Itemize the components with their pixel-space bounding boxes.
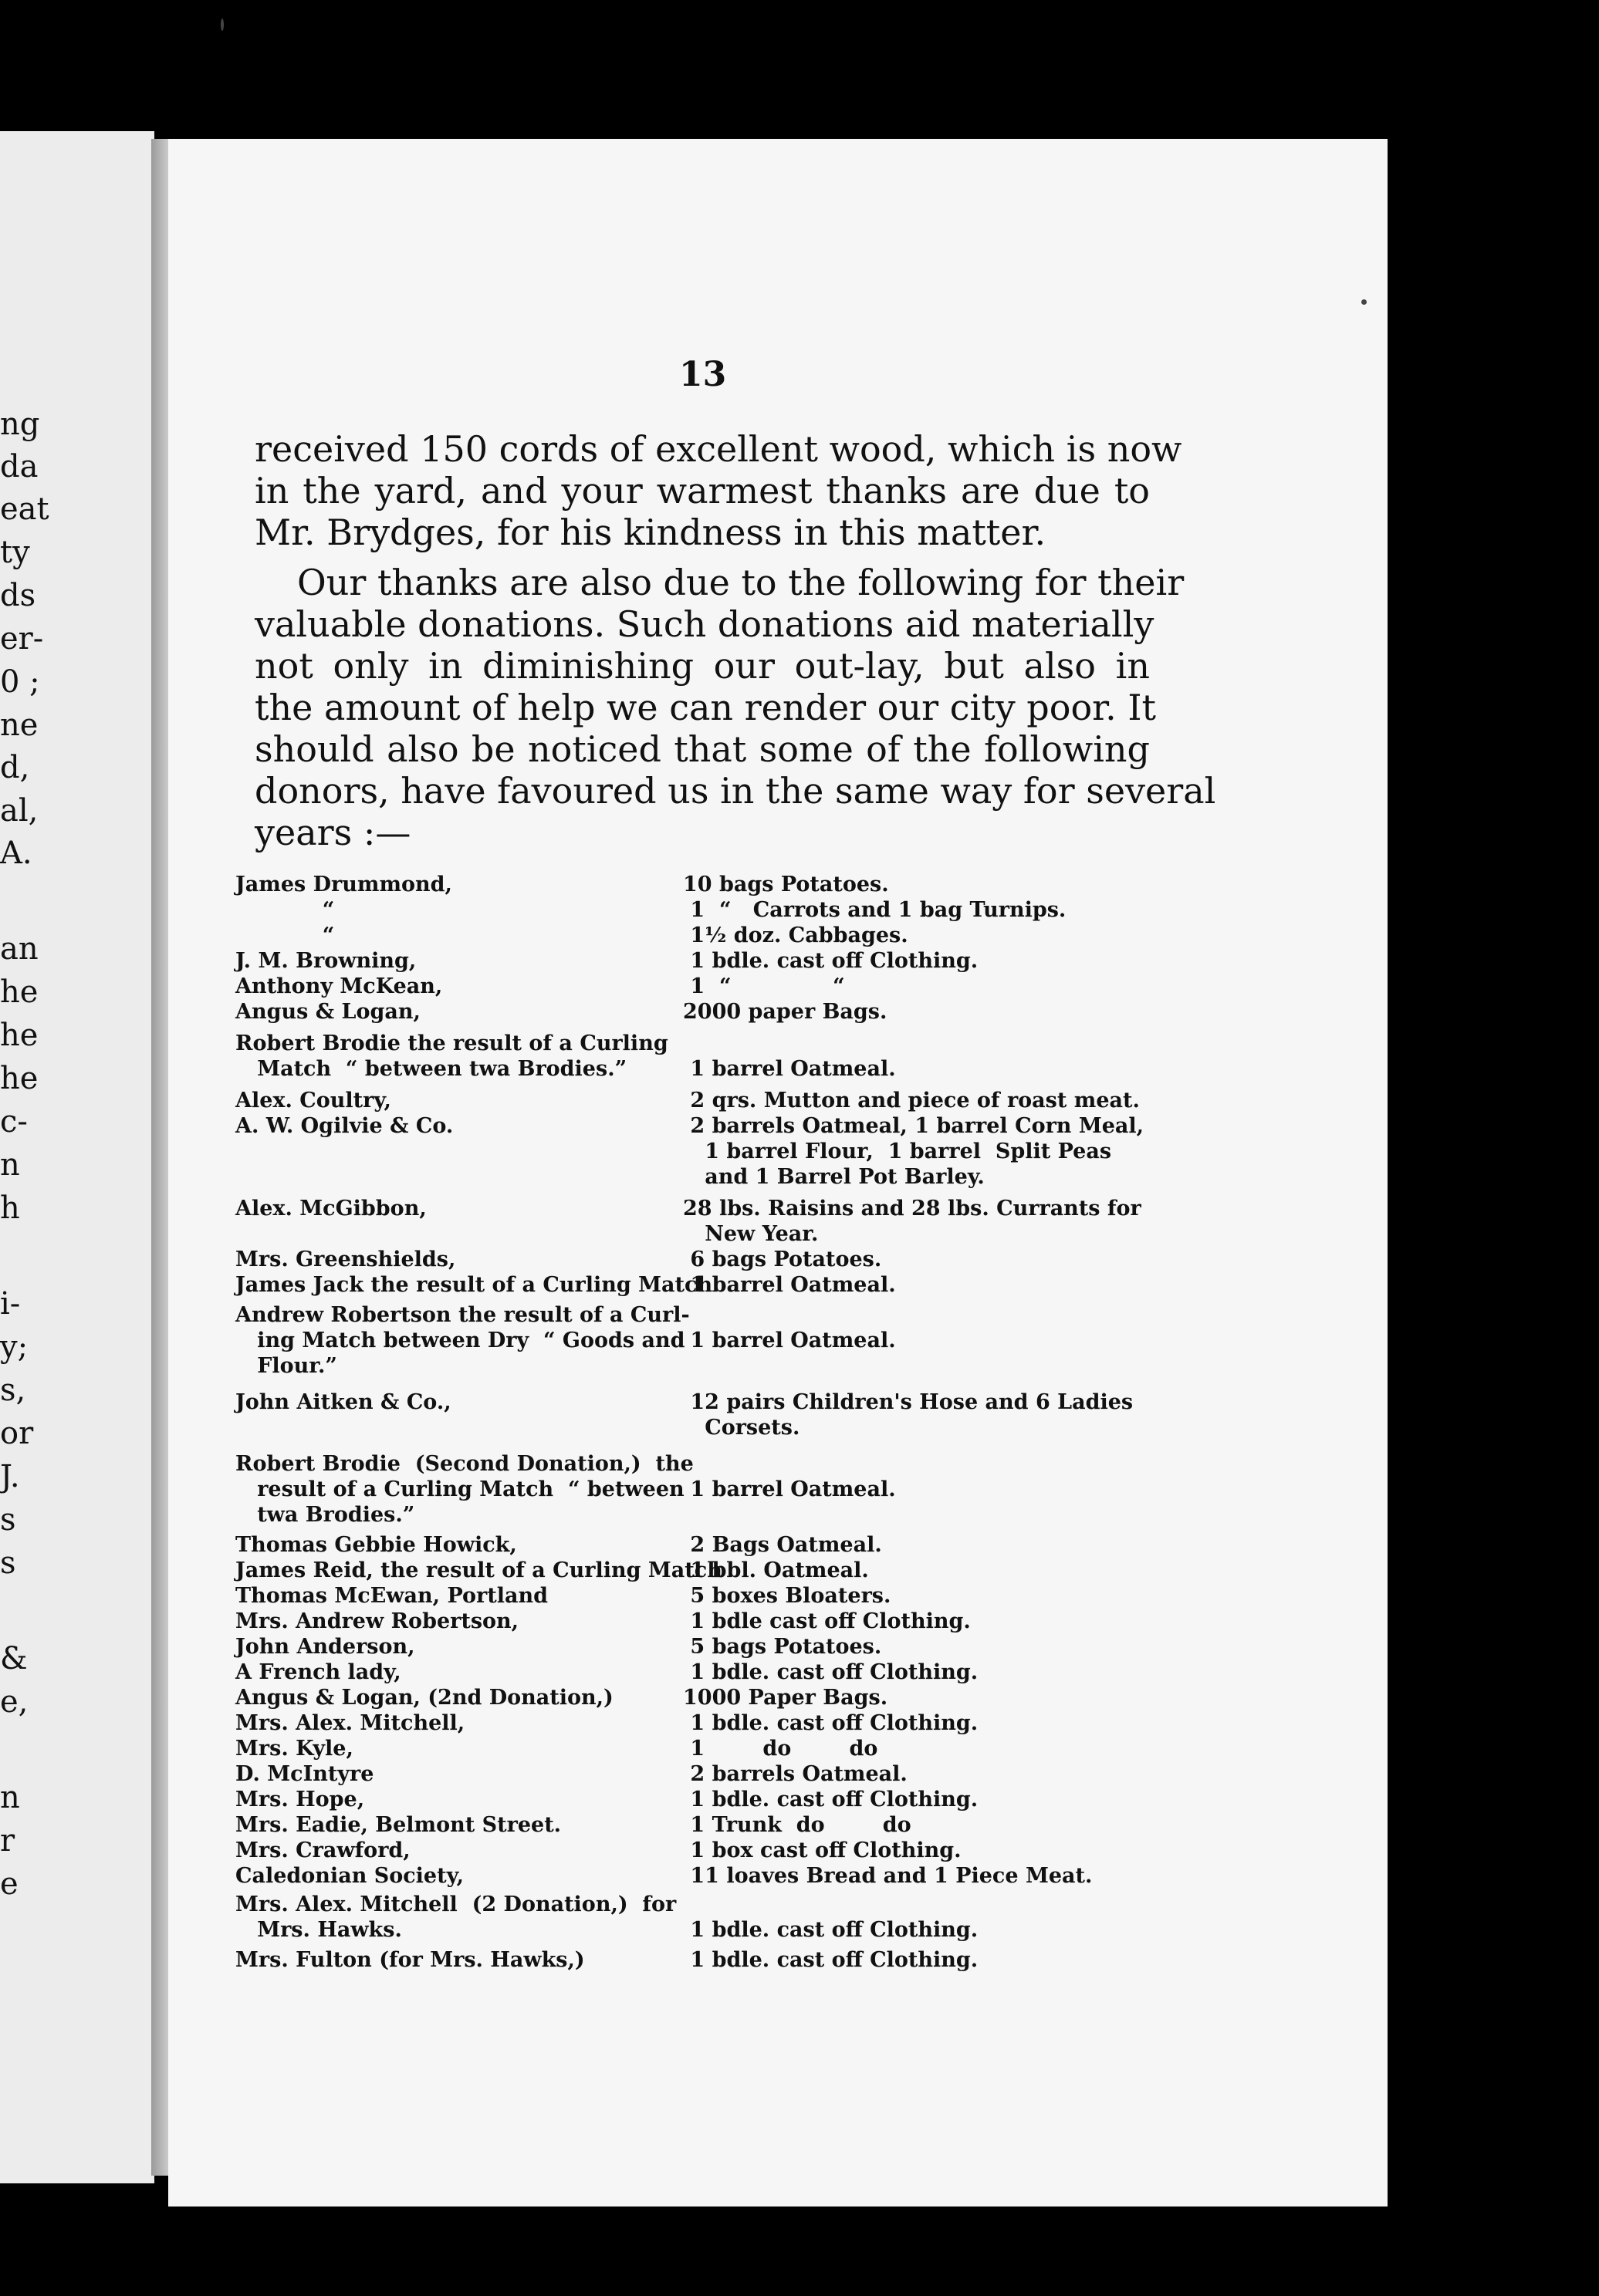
page-number: 13 xyxy=(679,355,727,394)
gift-line: 2000 paper Bags. xyxy=(683,1000,887,1024)
donation-item xyxy=(683,1812,1177,1838)
left-page-fragment: s xyxy=(0,1502,16,1538)
donor-name xyxy=(235,1863,698,1889)
gift-line xyxy=(683,1892,1177,1917)
donor-line: Mrs. Greenshields, xyxy=(235,1248,456,1271)
donation-item xyxy=(683,1736,1177,1761)
donor-line: John Anderson, xyxy=(235,1635,415,1659)
gift-line: 2 barrels Oatmeal. xyxy=(683,1762,908,1786)
donor-line: Alex. Coultry, xyxy=(235,1089,391,1113)
donor-name xyxy=(235,1838,698,1863)
donor-line: Caledonian Society, xyxy=(235,1864,465,1888)
donor-name xyxy=(235,1088,698,1113)
scan-speck xyxy=(1361,299,1367,305)
left-page-fragment: al, xyxy=(0,793,39,829)
donor-name xyxy=(235,1389,698,1415)
left-page-fragment: h xyxy=(0,1190,20,1226)
donation-item xyxy=(683,1113,1177,1190)
donor-line: ing Match between Dry “ Goods and xyxy=(235,1329,685,1352)
donor-line: Mrs. Fulton (for Mrs. Hawks,) xyxy=(235,1948,585,1972)
gift-line: Corsets. xyxy=(683,1416,800,1440)
donor-name xyxy=(235,974,698,999)
donor-line: Robert Brodie (Second Donation,) the xyxy=(235,1452,694,1476)
gift-line: 1 bdle. cast off Clothing. xyxy=(683,949,979,973)
donation-row xyxy=(235,1736,1161,1761)
left-page-fragment: he xyxy=(0,1061,39,1096)
gift-line: 1 bdle. cast off Clothing. xyxy=(683,1660,979,1684)
donor-name xyxy=(235,1736,698,1761)
gift-line: 1 bdle. cast off Clothing. xyxy=(683,1788,979,1811)
gift-line: 2 barrels Oatmeal, 1 barrel Corn Meal, xyxy=(683,1114,1144,1138)
donor-line: twa Brodies.” xyxy=(235,1503,415,1527)
donation-row xyxy=(235,1892,1161,1943)
donor-line: John Aitken & Co., xyxy=(235,1390,451,1414)
donor-name xyxy=(235,1302,698,1379)
donor-line: Flour.” xyxy=(235,1354,337,1378)
donor-line: J. M. Browning, xyxy=(235,949,417,973)
left-page-fragment: ng xyxy=(0,407,40,442)
left-page-fragment: & xyxy=(0,1641,28,1676)
donation-item xyxy=(683,1838,1177,1863)
donation-row xyxy=(235,1710,1161,1736)
donor-name xyxy=(235,1761,698,1787)
gift-line: 2 qrs. Mutton and piece of roast meat. xyxy=(683,1089,1140,1113)
scan-speck xyxy=(221,19,224,31)
text-line: donors, have favoured us in the same way for several xyxy=(255,770,1216,812)
donation-item xyxy=(683,1031,1177,1082)
donation-row xyxy=(235,974,1161,999)
gift-line: 1 bdle cast off Clothing. xyxy=(683,1609,971,1633)
gift-line: 1 do do xyxy=(683,1737,878,1761)
donor-line: Thomas Gebbie Howick, xyxy=(235,1533,517,1557)
left-page-fragment: A. xyxy=(0,836,32,871)
donation-item xyxy=(683,1558,1177,1583)
left-page-fragment: e, xyxy=(0,1684,29,1720)
donation-row xyxy=(235,1947,1161,1973)
text-line: should also be noticed that some of the following xyxy=(255,728,1150,770)
text-line: Mr. Brydges, for his kindness in this matter. xyxy=(255,512,1046,553)
left-page-fragment: d, xyxy=(0,750,30,785)
text-line: in the yard, and your warmest thanks are due to xyxy=(255,470,1150,512)
donation-item xyxy=(683,1389,1177,1440)
left-page-fragment: y; xyxy=(0,1329,29,1365)
donor-line: Mrs. Kyle, xyxy=(235,1737,353,1761)
text-line: Our thanks are also due to the following for their xyxy=(297,562,1185,603)
left-page-fragment: da xyxy=(0,449,39,485)
left-page-edge xyxy=(0,131,154,2183)
gift-line: 1 barrel Oatmeal. xyxy=(683,1057,896,1081)
gift-line: 12 pairs Children's Hose and 6 Ladies xyxy=(683,1390,1134,1414)
donor-line: Anthony McKean, xyxy=(235,974,443,998)
donation-row xyxy=(235,1660,1161,1685)
text-line: valuable donations. Such donations aid materially xyxy=(255,603,1154,645)
donor-line: Thomas McEwan, Portland xyxy=(235,1584,549,1608)
gift-line: 6 bags Potatoes. xyxy=(683,1248,882,1271)
donation-row xyxy=(235,1583,1161,1609)
gift-line: 1 barrel Oatmeal. xyxy=(683,1273,896,1297)
donation-row xyxy=(235,1031,1161,1082)
donation-item xyxy=(683,1947,1177,1973)
donation-row xyxy=(235,1113,1161,1190)
donor-name xyxy=(235,1532,698,1558)
donor-line: Mrs. Alex. Mitchell, xyxy=(235,1711,465,1735)
donor-name xyxy=(235,1892,698,1943)
donation-row xyxy=(235,999,1161,1025)
gift-line xyxy=(683,1502,1177,1528)
gift-line: 5 bags Potatoes. xyxy=(683,1635,882,1659)
donor-name xyxy=(235,999,698,1025)
donor-line: James Reid, the result of a Curling Match xyxy=(235,1558,722,1582)
paragraph-thanks xyxy=(255,562,1216,853)
donation-item xyxy=(683,1247,1177,1272)
left-page-fragment: n xyxy=(0,1780,20,1815)
gift-line: 1 “ Carrots and 1 bag Turnips. xyxy=(683,898,1067,922)
donor-name xyxy=(235,1451,698,1528)
donor-line: Mrs. Andrew Robertson, xyxy=(235,1609,519,1633)
donor-name xyxy=(235,1196,698,1221)
donation-item xyxy=(683,1088,1177,1113)
gift-line: 1 barrel Oatmeal. xyxy=(683,1329,896,1352)
donation-row xyxy=(235,1838,1161,1863)
donor-name xyxy=(235,897,698,923)
donation-item xyxy=(683,1787,1177,1812)
donation-row xyxy=(235,1247,1161,1272)
left-page-fragment: an xyxy=(0,931,39,967)
donation-item xyxy=(683,872,1177,897)
donor-name xyxy=(235,1113,698,1139)
donor-name xyxy=(235,872,698,897)
donation-row xyxy=(235,923,1161,948)
donation-row xyxy=(235,1451,1161,1528)
left-page-fragment: or xyxy=(0,1416,34,1451)
donation-row xyxy=(235,1863,1161,1889)
left-page-fragment: ne xyxy=(0,707,39,743)
gift-line: 28 lbs. Raisins and 28 lbs. Currants for xyxy=(683,1197,1141,1221)
donation-item xyxy=(683,974,1177,999)
paragraph-wood xyxy=(255,428,1182,553)
donation-item xyxy=(683,1302,1177,1379)
gift-line: 1 barrel Oatmeal. xyxy=(683,1477,896,1501)
donor-line: D. McIntyre xyxy=(235,1762,374,1786)
text-line: years :— xyxy=(255,812,411,853)
left-page-fragment: he xyxy=(0,1018,39,1053)
donation-row xyxy=(235,1812,1161,1838)
donation-item xyxy=(683,1609,1177,1634)
donor-line: result of a Curling Match “ between xyxy=(235,1477,685,1501)
left-page-fragment: i- xyxy=(0,1286,21,1322)
left-page-fragment: he xyxy=(0,974,39,1010)
gift-line xyxy=(683,1031,1177,1056)
donor-name xyxy=(235,1710,698,1736)
left-page-fragment: J. xyxy=(0,1459,20,1494)
donation-row xyxy=(235,1609,1161,1634)
left-page-fragment: c- xyxy=(0,1104,28,1140)
donation-row xyxy=(235,1787,1161,1812)
donor-line: Mrs. Crawford, xyxy=(235,1838,411,1862)
donation-item xyxy=(683,1583,1177,1609)
gift-line: and 1 Barrel Pot Barley. xyxy=(683,1165,985,1189)
donor-line: “ xyxy=(235,923,335,947)
donor-line: Robert Brodie the result of a Curling xyxy=(235,1032,668,1055)
donor-name xyxy=(235,1247,698,1272)
left-page-fragment: ty xyxy=(0,535,30,570)
donor-name xyxy=(235,1685,698,1710)
donations-list xyxy=(235,872,1161,1973)
gift-line: 1½ doz. Cabbages. xyxy=(683,923,908,947)
gift-line: 1 barrel Flour, 1 barrel Split Peas xyxy=(683,1140,1112,1163)
donation-row xyxy=(235,1685,1161,1710)
donor-name xyxy=(235,1558,722,1583)
gift-line: 1 bdle. cast off Clothing. xyxy=(683,1948,979,1972)
donation-row xyxy=(235,1532,1161,1558)
gift-line: New Year. xyxy=(683,1222,819,1246)
text-line: the amount of help we can render our city poor. It xyxy=(255,687,1156,728)
gift-line: 1 bdle. cast off Clothing. xyxy=(683,1918,979,1942)
donation-row xyxy=(235,1272,1161,1298)
donor-line: Mrs. Alex. Mitchell (2 Donation,) for xyxy=(235,1893,677,1916)
gift-line: 2 Bags Oatmeal. xyxy=(683,1533,882,1557)
left-page-fragment: ds xyxy=(0,578,36,613)
gift-line: 10 bags Potatoes. xyxy=(683,873,889,896)
gift-line xyxy=(683,1302,1177,1328)
donation-row xyxy=(235,1302,1161,1379)
donor-name xyxy=(235,1812,698,1838)
donation-item xyxy=(683,999,1177,1025)
left-page-fragment: r xyxy=(0,1823,15,1859)
donation-item xyxy=(683,1272,1177,1298)
donation-row xyxy=(235,1389,1161,1440)
donation-item xyxy=(683,1532,1177,1558)
donor-name xyxy=(235,1583,698,1609)
donation-row xyxy=(235,1558,1161,1583)
left-page-fragment: s, xyxy=(0,1373,26,1408)
donor-line: Angus & Logan, xyxy=(235,1000,421,1024)
donor-name xyxy=(235,1272,713,1298)
donation-row xyxy=(235,1634,1161,1660)
donor-name xyxy=(235,923,698,948)
donation-item xyxy=(683,1892,1177,1943)
donation-item xyxy=(683,897,1177,923)
left-page-fragment: n xyxy=(0,1147,20,1183)
donor-line: Alex. McGibbon, xyxy=(235,1197,427,1221)
donor-line: Mrs. Hope, xyxy=(235,1788,365,1811)
gift-line: 1 Trunk do do xyxy=(683,1813,911,1837)
gift-line: 11 loaves Bread and 1 Piece Meat. xyxy=(683,1864,1093,1888)
donation-item xyxy=(683,1863,1177,1889)
donor-line: James Drummond, xyxy=(235,873,452,896)
donation-item xyxy=(683,1196,1177,1247)
donation-item xyxy=(683,1451,1177,1528)
gift-line: 5 boxes Bloaters. xyxy=(683,1584,891,1608)
gift-line: 1 bbl. Oatmeal. xyxy=(683,1558,869,1582)
donor-line: A French lady, xyxy=(235,1660,401,1684)
donation-row xyxy=(235,1088,1161,1113)
donation-row xyxy=(235,1761,1161,1787)
gift-line: 1 box cast off Clothing. xyxy=(683,1838,962,1862)
donor-line: “ xyxy=(235,898,335,922)
gift-line xyxy=(683,1451,1177,1477)
donor-name xyxy=(235,948,698,974)
text-line: received 150 cords of excellent wood, which is now xyxy=(255,428,1182,470)
gift-line: 1000 Paper Bags. xyxy=(683,1686,888,1710)
left-page-fragment: eat xyxy=(0,491,49,527)
donor-line: Mrs. Eadie, Belmont Street. xyxy=(235,1813,562,1837)
donation-item xyxy=(683,1710,1177,1736)
donor-line: Andrew Robertson the result of a Curl- xyxy=(235,1303,690,1327)
donor-name xyxy=(235,1634,698,1660)
donor-line: A. W. Ogilvie & Co. xyxy=(235,1114,454,1138)
donor-name xyxy=(235,1660,698,1685)
donor-line: James Jack the result of a Curling Match xyxy=(235,1273,713,1297)
left-page-fragment: s xyxy=(0,1545,16,1581)
donation-item xyxy=(683,1685,1177,1710)
donation-item xyxy=(683,923,1177,948)
donor-line: Mrs. Hawks. xyxy=(235,1918,402,1942)
donor-line: Match “ between twa Brodies.” xyxy=(235,1057,627,1081)
text-line: not only in diminishing our out-lay, but also in xyxy=(255,645,1150,687)
donation-item xyxy=(683,1660,1177,1685)
donor-name xyxy=(235,1031,698,1082)
donor-line: Angus & Logan, (2nd Donation,) xyxy=(235,1686,614,1710)
left-page-fragment: e xyxy=(0,1866,19,1902)
donor-name xyxy=(235,1947,698,1973)
donor-name xyxy=(235,1787,698,1812)
donation-row xyxy=(235,1196,1161,1247)
gift-line: 1 bdle. cast off Clothing. xyxy=(683,1711,979,1735)
left-page-fragment: er- xyxy=(0,621,44,657)
donor-name xyxy=(235,1609,698,1634)
left-page-fragment: 0 ; xyxy=(0,664,40,700)
donation-item xyxy=(683,948,1177,974)
gift-line xyxy=(683,1353,1177,1379)
donation-row xyxy=(235,897,1161,923)
donation-row xyxy=(235,872,1161,897)
gift-line: 1 “ “ xyxy=(683,974,845,998)
donation-row xyxy=(235,948,1161,974)
donation-item xyxy=(683,1634,1177,1660)
donation-item xyxy=(683,1761,1177,1787)
